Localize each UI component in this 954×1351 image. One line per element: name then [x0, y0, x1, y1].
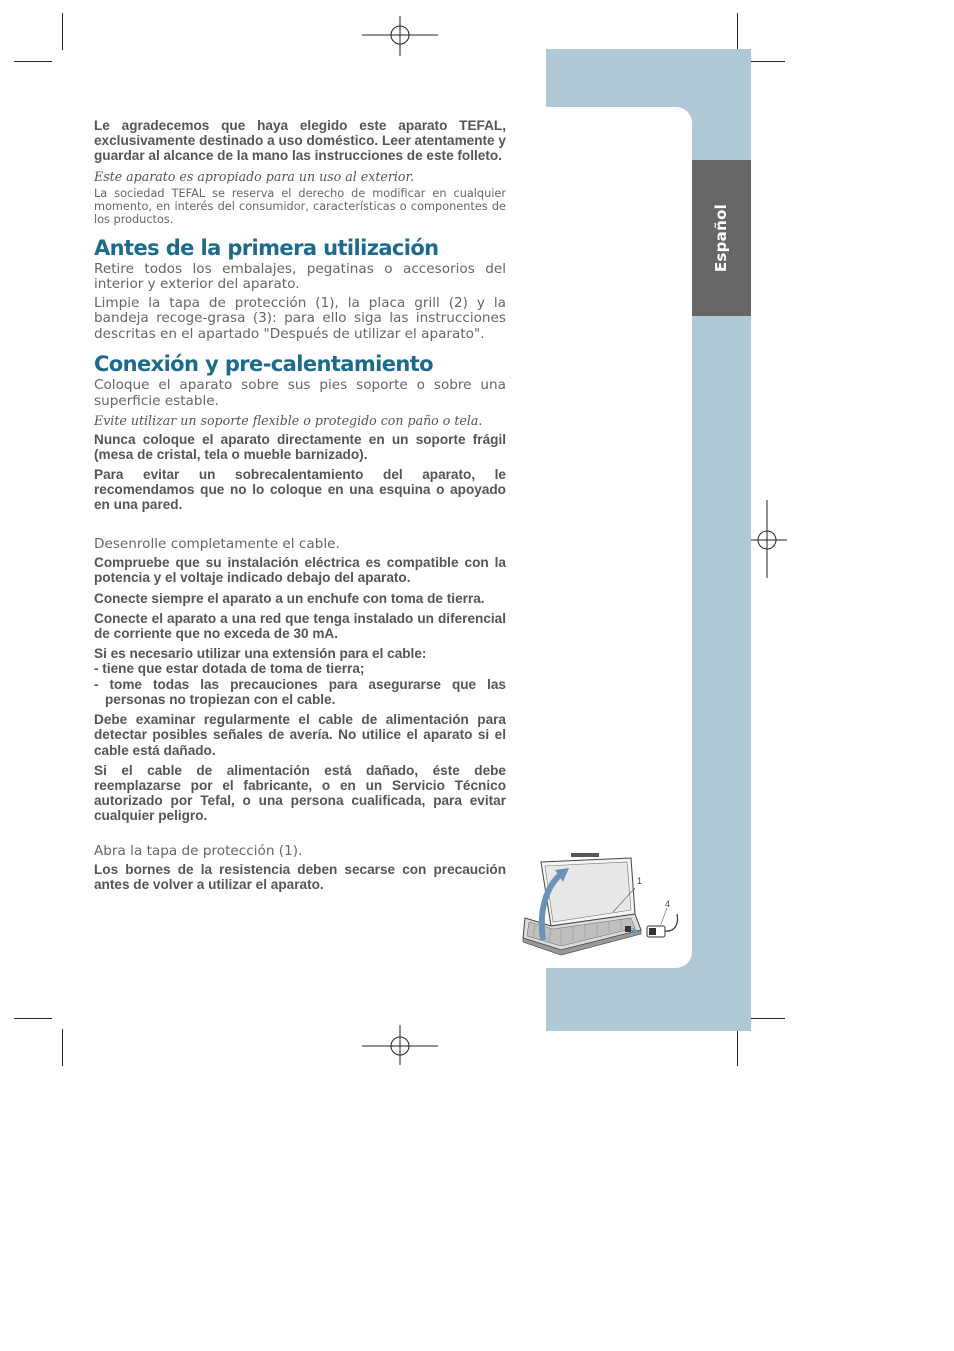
bold-warning: Conecte siempre el aparato a un enchufe con toma de tierra. [94, 590, 485, 606]
bold-warning: Conecte el aparato a una red que tenga instalado un diferencial de corriente que no exceda de 30 mA. [94, 610, 506, 642]
bold-warning: Si el cable de alimentación está dañado, éste debe reemplazarse por el fabricante, o en un Servicio Técnico autorizado por Tefal, o una persona cualificada, para evitar cualquier peligro. [94, 762, 506, 824]
section-heading-first-use: Antes de la primera utilización [94, 235, 439, 260]
illustration-label-4: 4 [665, 899, 671, 909]
section-heading-connection: Conexión y pre-calentamiento [94, 352, 433, 377]
bold-warning: Para evitar un sobrecalentamiento del aparato, le recomendamos que no lo coloque en una esquina o apoyado en una pared. [94, 467, 506, 513]
bold-warning: Debe examinar regularmente el cable de alimentación para detectar posibles señales de avería. No utilice el aparato si el cable está dañado. [94, 712, 506, 758]
italic-warning: Evite utilizar un soporte flexible o protegido con paño o tela. [94, 412, 483, 428]
extension-cable-list [94, 646, 506, 707]
paragraph: Abra la tapa de protección (1). [94, 842, 303, 859]
intro-paragraph: Le agradecemos que haya elegido este aparato TEFAL, exclusivamente destinado a uso doméstico. Leer atentamente y guardar al alcance de la mano las instrucciones de este folleto. [94, 118, 506, 164]
list-intro: Si es necesario utilizar una extensión para el cable: [94, 646, 427, 662]
bold-warning: Nunca coloque el aparato directamente en un soporte frágil (mesa de cristal, tela o mueble barnizado). [94, 431, 506, 462]
intro-disclaimer: La sociedad TEFAL se reserva el derecho de modificar en cualquier momento, en interés del consumidor, características o componentes de los productos. [94, 186, 506, 227]
registration-mark-right [747, 500, 787, 580]
bold-warning: Los bornes de la resistencia deben secarse con precaución antes de volver a utilizar el aparato. [94, 862, 506, 893]
paragraph: Coloque el aparato sobre sus pies soporte o sobre una superficie estable. [94, 377, 506, 410]
intro-italic-note: Este aparato es apropiado para un uso al exterior. [94, 168, 415, 184]
paragraph: Desenrolle completamente el cable. [94, 535, 340, 552]
list-item: - tiene que estar dotada de toma de tierra; [94, 661, 365, 677]
manual-text-column [94, 118, 506, 898]
paragraph: Retire todos los embalajes, pegatinas o accesorios del interior y exterior del aparato. [94, 260, 506, 293]
language-tab-label: Español [712, 203, 731, 273]
paragraph: Limpie la tapa de protección (1), la placa grill (2) y la bandeja recoge-grasa (3): para ello siga las instrucciones descritas en el apartado "Después de utilizar el aparato". [94, 294, 506, 342]
list-item: - tome todas las precauciones para asegurarse que las personas no tropiezan con el cable. [94, 676, 506, 707]
registration-mark-top [360, 16, 440, 56]
language-tab [692, 160, 751, 316]
registration-mark-bottom [360, 1025, 440, 1065]
bold-warning: Compruebe que su instalación eléctrica es compatible con la potencia y el voltaje indicado debajo del aparato. [94, 555, 506, 586]
grill-illustration [521, 852, 687, 956]
illustration-label-1: 1 [637, 876, 643, 886]
